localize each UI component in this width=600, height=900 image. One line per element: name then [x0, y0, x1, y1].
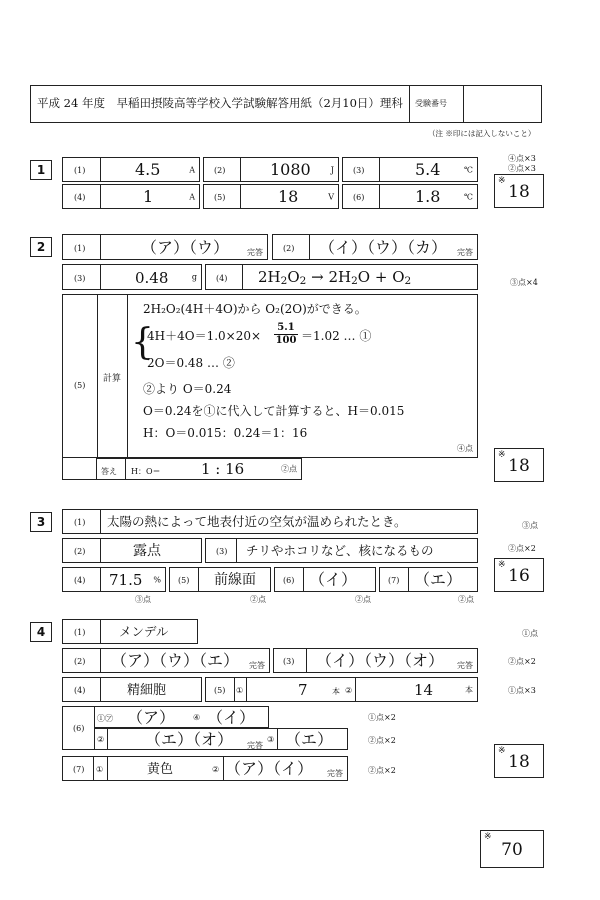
q1-points-2: ②点×3: [508, 164, 536, 173]
q1-answer-3: (3) 5.4 ℃: [342, 157, 478, 182]
q4-answer-1: (1) メンデル: [62, 619, 198, 644]
total-score: 70: [501, 840, 523, 860]
total-score-box: ※ 70: [480, 830, 544, 868]
q2-calc-box: (5) 計算 2H₂O₂(4H＋4O)から O₂(2O)ができる。 { 4H＋4O＝1.0×20× 5.1 100 ＝1.02 … ① 2O＝0.48 … ② ②より O＝0.24 O＝0.24を①に代入して計算すると、H＝0.015 H：O＝0.015：0.24＝1：16 ④点: [62, 294, 478, 458]
q2-answer-1: (1) （ア）（ウ） 完答: [62, 234, 268, 260]
q3-score-box: ※ 16: [494, 558, 544, 592]
q2-score-box: ※ 18: [494, 448, 544, 482]
q3-answer-7: (7) （エ）: [379, 567, 478, 592]
q2-answer-3: (3) 0.48 g: [62, 264, 202, 290]
q3-answer-2: (2) 露点: [62, 538, 202, 563]
q4-answer-4: (4) 精細胞: [62, 677, 202, 702]
q4-answer-6-row2: ② （エ）（オ） 完答 ③ （エ）: [94, 728, 348, 750]
q2-equation: $2H_2O_2 \to 2H_2O + O_2$: [258, 268, 412, 287]
exam-number-label: 受験番号: [415, 99, 447, 108]
header-box: [30, 85, 542, 123]
q3-score: 16: [508, 566, 530, 586]
q2-score: 18: [508, 456, 530, 476]
q1-answer-5: (5) 18 V: [203, 184, 339, 209]
notice: （注 ※印には記入しないこと）: [428, 129, 536, 138]
q4-score: 18: [508, 752, 530, 772]
q1-answer-4: (4) 1 A: [62, 184, 200, 209]
q4-answer-6-label: (6): [62, 706, 95, 750]
q3-points-1: ③点: [522, 521, 538, 530]
q4-score-box: ※ 18: [494, 744, 544, 778]
q2-answer-4: (4) $2H_2O_2 \to 2H_2O + O_2$: [205, 264, 478, 290]
q2-points-1: ③点×4: [510, 278, 538, 287]
q3-points-2: ②点×2: [508, 544, 536, 553]
q2-answer-2: (2) （イ）（ウ）（カ） 完答: [272, 234, 478, 260]
q1-answer-1: (1) 4.5 A: [62, 157, 200, 182]
q3-answer-3: (3) チリやホコリなど、核になるもの: [205, 538, 478, 563]
q3-number: 3: [30, 512, 52, 532]
exam-number-field[interactable]: [465, 87, 541, 121]
q1-score: 18: [508, 182, 530, 202]
q4-number: 4: [30, 622, 52, 642]
q4-answer-7: (7) ① 黄色 ② （ア）（イ） 完答: [62, 756, 348, 781]
q3-answer-5: (5) 前線面: [169, 567, 271, 592]
q4-answer-2: (2) （ア）（ウ）（エ） 完答: [62, 648, 270, 673]
q3-answer-1: (1) 太陽の熱によって地表付近の空気が温められたとき。: [62, 509, 478, 534]
q1-number: 1: [30, 160, 52, 180]
q4-answer-5: (5) ① 7 本 ② 14 本: [205, 677, 478, 702]
exam-title: 平成 24 年度 早稲田摂陵高等学校入学試験解答用紙（2月10日）理科: [37, 96, 403, 110]
q1-answer-2: (2) 1080 J: [203, 157, 339, 182]
q2-number: 2: [30, 237, 52, 257]
q1-answer-6: (6) 1.8 ℃: [342, 184, 478, 209]
q1-points-1: ④点×3: [508, 154, 536, 163]
q4-answer-3: (3) （イ）（ウ）（オ） 完答: [273, 648, 478, 673]
q4-answer-6-row1: ①㋐ （ア） ④ （イ）: [94, 706, 269, 728]
q3-answer-6: (6) （イ）: [274, 567, 376, 592]
q1-score-box: ※ 18: [494, 174, 544, 208]
q2-answer-5: 答え H：O＝ 1 : 16 ②点: [96, 458, 302, 480]
q3-answer-4: (4) 71.5 %: [62, 567, 166, 592]
